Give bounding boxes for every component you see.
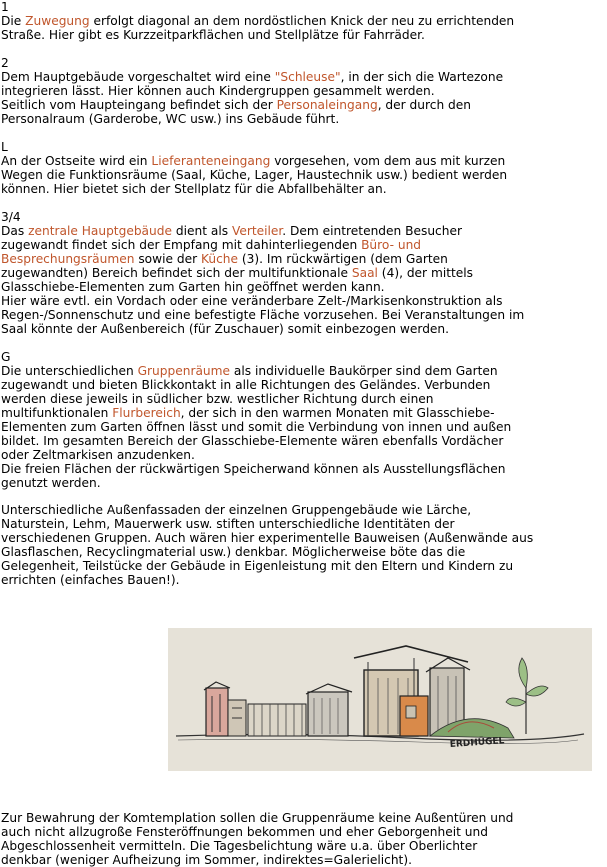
- text-line: [1, 98, 605, 112]
- text-line: [1, 448, 605, 462]
- text-run: Unterschiedliche Außenfassaden der einzelnen Gruppengebäude wie Lärche,: [1, 503, 472, 517]
- text-run: erfolgt diagonal an dem nordöstlichen Knick der neu zu errichtenden: [89, 14, 515, 28]
- text-line: [1, 559, 605, 573]
- text-run: denkbar (weniger Aufheizung im Sommer, indirektes=Galerielicht).: [1, 853, 412, 867]
- text-line: [1, 364, 605, 378]
- text-run: zugewandt und bieten Blickkontakt in alle Richtungen des Geländes. Verbunden: [1, 378, 491, 392]
- text-run: , der durch den: [377, 98, 472, 112]
- text-run: Die unterschiedlichen: [1, 364, 138, 378]
- building-pink: [206, 688, 228, 736]
- highlighted-term: Küche: [200, 252, 239, 266]
- text-line: [1, 112, 605, 126]
- section-schleuse: [1, 56, 605, 126]
- text-line: [1, 825, 605, 839]
- text-run: Die freien Flächen der rückwärtigen Speicherwand können als Ausstellungsflächen: [1, 462, 506, 476]
- text-run: oder Zeltmarkisen anzudenken.: [1, 448, 195, 462]
- text-run: Zur Bewahrung der Komtemplation sollen die Gruppenräume keine Außentüren und: [1, 811, 514, 825]
- text-line: [1, 28, 605, 42]
- section-label: 3/4: [1, 210, 21, 224]
- text-run: Das: [1, 224, 29, 238]
- text-line: [1, 545, 605, 559]
- text-line: [1, 322, 605, 336]
- section-label: 1: [1, 0, 9, 14]
- text-line: [1, 154, 605, 168]
- highlighted-term: Lieferanteneingang: [151, 154, 271, 168]
- highlighted-term: Besprechungsräumen: [1, 252, 135, 266]
- text-line: [1, 462, 605, 476]
- text-run: sowie der: [134, 252, 201, 266]
- text-run: genutzt werden.: [1, 476, 101, 490]
- text-line: [1, 224, 605, 238]
- text-run: Naturstein, Lehm, Mauerwerk usw. stiften unterschiedliche Identitäten der: [1, 517, 455, 531]
- text-line: [1, 84, 605, 98]
- text-run: Elementen zum Garten öffnen lässt und somit die Verbindung von innen und außen: [1, 420, 512, 434]
- highlighted-term: Gruppenräume: [137, 364, 231, 378]
- text-run: Gelegenheit, Teilstücke der Gebäude in Eigenleistung mit den Eltern und Kindern zu: [1, 559, 514, 573]
- highlighted-term: Flurbereich: [112, 406, 181, 420]
- text-run: (3). Im rückwärtigen (dem Garten: [238, 252, 448, 266]
- text-run: An der Ostseite wird ein: [1, 154, 152, 168]
- highlighted-term: Personaleingang: [276, 98, 378, 112]
- text-run: Glasflaschen, Recyclingmaterial usw.) denkbar. Möglicherweise böte das die: [1, 545, 466, 559]
- text-run: , in der sich die Wartezone: [340, 70, 504, 84]
- text-run: als individuelle Baukörper sind dem Garten: [230, 364, 498, 378]
- text-line: [1, 168, 605, 182]
- text-run: zugewandten) Bereich befindet sich der multifunktionale: [1, 266, 352, 280]
- text-run: . Dem eintretenden Besucher: [282, 224, 462, 238]
- highlighted-term: zentrale Hauptgebäude: [28, 224, 172, 238]
- text-line: [1, 839, 605, 853]
- section-hauptgebaeude: [1, 210, 605, 336]
- text-line: [1, 811, 605, 825]
- highlighted-term: Saal: [351, 266, 378, 280]
- section-label: 2: [1, 56, 9, 70]
- text-line: [1, 573, 605, 587]
- text-run: vorgesehen, vom dem aus mit kurzen: [270, 154, 506, 168]
- text-run: verschiedenen Gruppen. Auch wären hier experimentelle Bauweisen (Außenwände aus: [1, 531, 534, 545]
- text-run: können. Hier bietet sich der Stellplatz für die Abfallbehälter an.: [1, 182, 387, 196]
- text-line: [1, 182, 605, 196]
- text-run: werden diese jeweils in südlicher bzw. westlicher Richtung durch einen: [1, 392, 434, 406]
- text-line: [1, 406, 605, 420]
- text-run: auch nicht allzugroße Fensteröffnungen bekommen und eher Geborgenheit und: [1, 825, 488, 839]
- text-line: [1, 238, 605, 252]
- text-run: Seitlich vom Haupteingang befindet sich der: [1, 98, 277, 112]
- section-lieferanteneingang: [1, 140, 605, 196]
- section-gruppenraeume: [1, 350, 605, 490]
- text-run: zugewandt findet sich der Empfang mit dahinterliegenden: [1, 238, 362, 252]
- text-run: (4), der mittels: [377, 266, 473, 280]
- architecture-sketch-image: [168, 628, 592, 771]
- text-line: [1, 294, 605, 308]
- text-line: [1, 434, 605, 448]
- text-run: Personalraum (Garderobe, WC usw.) ins Gebäude führt.: [1, 112, 340, 126]
- text-run: multifunktionalen: [1, 406, 113, 420]
- text-run: Regen-/Sonnenschutz und eine befestigte Fläche vorzusehen. Bei Veranstaltungen im: [1, 308, 525, 322]
- text-line: [1, 14, 605, 28]
- sketch-caption: ERDHÜGEL: [449, 736, 505, 750]
- text-run: integrieren lässt. Hier können auch Kindergruppen gesammelt werden.: [1, 84, 435, 98]
- text-line: [1, 517, 605, 531]
- sketch-drawing: [168, 628, 592, 771]
- text-line: [1, 266, 605, 280]
- text-line: [1, 853, 605, 867]
- text-run: Die: [1, 14, 26, 28]
- text-run: Straße. Hier gibt es Kurzzeitparkflächen und Stellplätze für Fahrräder.: [1, 28, 425, 42]
- text-line: [1, 308, 605, 322]
- text-run: , der sich in den warmen Monaten mit Glasschiebe-: [180, 406, 495, 420]
- text-run: Wegen die Funktionsräume (Saal, Küche, Lager, Haustechnik usw.) bedient werden: [1, 168, 508, 182]
- text-run: Glasschiebe-Elementen zum Garten hin geöffnet werden kann.: [1, 280, 385, 294]
- text-line: [1, 476, 605, 490]
- text-run: Saal könnte der Außenbereich (für Zuschauer) somit einbezogen werden.: [1, 322, 450, 336]
- text-run: dient als: [171, 224, 232, 238]
- text-line: [1, 503, 605, 517]
- highlighted-term: Büro- und: [361, 238, 422, 252]
- section-label: G: [1, 350, 11, 364]
- text-run: Abgeschlossenheit vermitteln. Die Tagesbelichtung wäre u.a. über Oberlichter: [1, 839, 478, 853]
- text-run: Dem Hauptgebäude vorgeschaltet wird eine: [1, 70, 275, 84]
- text-line: [1, 531, 605, 545]
- highlighted-term: Zuwegung: [25, 14, 90, 28]
- text-run: bildet. Im gesamten Bereich der Glasschiebe-Elemente wären ebenfalls Vordächer: [1, 434, 504, 448]
- highlighted-term: Verteiler: [231, 224, 283, 238]
- text-line: [1, 252, 605, 266]
- section-kontemplation: [1, 811, 605, 867]
- highlighted-term: "Schleuse": [274, 70, 341, 84]
- text-run: errichten (einfaches Bauen!).: [1, 573, 180, 587]
- text-line: [1, 378, 605, 392]
- section-label: L: [1, 140, 8, 154]
- text-run: Hier wäre evtl. ein Vordach oder eine veränderbare Zelt-/Markisenkonstruktion als: [1, 294, 503, 308]
- text-line: [1, 392, 605, 406]
- section-aussenfassaden: [1, 503, 605, 587]
- text-line: [1, 420, 605, 434]
- section-zuwegung: [1, 0, 605, 42]
- text-line: [1, 280, 605, 294]
- text-line: [1, 70, 605, 84]
